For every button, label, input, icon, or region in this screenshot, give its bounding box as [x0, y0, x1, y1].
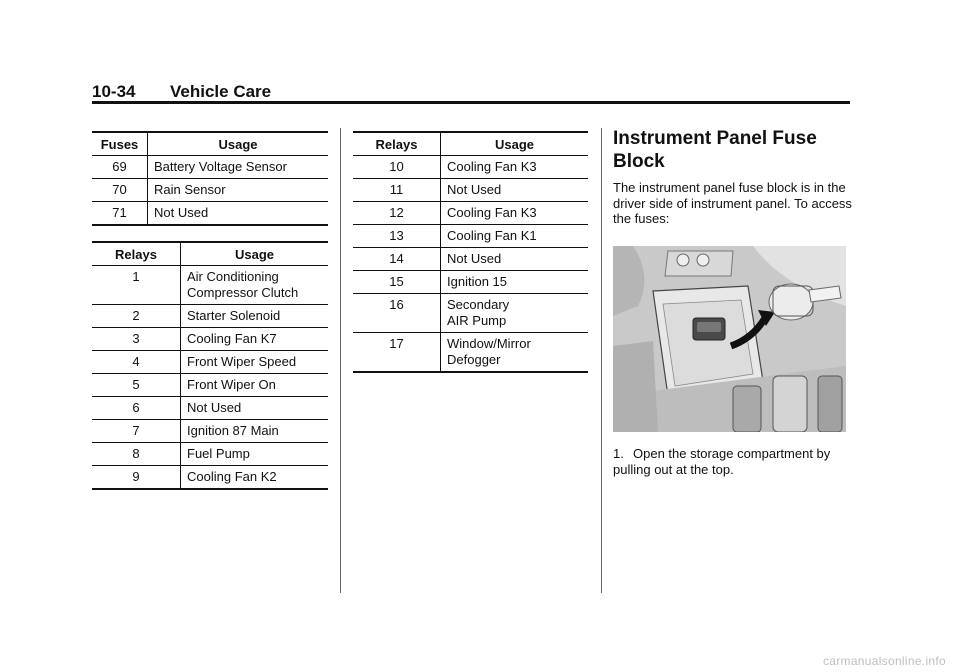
- header-rule: [92, 101, 850, 104]
- step-text: Open the storage compartment by pulling out at the top.: [613, 446, 831, 477]
- storage-compartment-illustration: [613, 246, 846, 432]
- table-row: [92, 328, 328, 351]
- relay-number: 2: [92, 305, 181, 328]
- table-row: [353, 202, 588, 225]
- fuses-table: [92, 131, 328, 226]
- table-row: [92, 466, 328, 490]
- fuse-number: 69: [92, 156, 148, 179]
- section-title: Instrument Panel Fuse Block: [613, 128, 817, 172]
- table-row: [92, 397, 328, 420]
- column-header-usage: Usage: [148, 132, 329, 156]
- relay-number: 11: [353, 179, 441, 202]
- relay-number: 14: [353, 248, 441, 271]
- relay-number: 4: [92, 351, 181, 374]
- usage-cell: Ignition 87 Main: [181, 420, 329, 443]
- table-row: [353, 179, 588, 202]
- relays-table-1: [92, 241, 328, 490]
- section-intro: The instrument panel fuse block is in the driver side of instrument panel. To access the fuses:: [613, 180, 852, 226]
- relay-number: 10: [353, 156, 441, 179]
- column-header-relays: Relays: [353, 132, 441, 156]
- usage-cell: Not Used: [441, 248, 589, 271]
- table-row: [92, 374, 328, 397]
- usage-cell: Air Conditioning Compressor Clutch: [187, 269, 299, 300]
- table-row: [92, 266, 328, 305]
- fuse-number: 71: [92, 202, 148, 226]
- table-row: [92, 156, 328, 179]
- table-row: [353, 271, 588, 294]
- table-row: [92, 179, 328, 202]
- usage-cell: Cooling Fan K3: [441, 202, 589, 225]
- relay-number: 8: [92, 443, 181, 466]
- table-row: [353, 333, 588, 373]
- usage-cell: Front Wiper On: [181, 374, 329, 397]
- relay-number: 1: [92, 266, 181, 305]
- relays-table-2: [353, 131, 588, 373]
- relay-number: 9: [92, 466, 181, 490]
- section-name: Vehicle Care: [170, 82, 272, 101]
- relay-number: 17: [353, 333, 441, 373]
- usage-cell: Battery Voltage Sensor: [154, 159, 287, 174]
- table-row: [92, 202, 328, 226]
- usage-cell: Starter Solenoid: [181, 305, 329, 328]
- usage-cell: Fuel Pump: [181, 443, 329, 466]
- fuse-number: 70: [92, 179, 148, 202]
- relay-number: 6: [92, 397, 181, 420]
- relay-number: 3: [92, 328, 181, 351]
- usage-cell: Secondary AIR Pump: [441, 294, 589, 333]
- usage-cell: Not Used: [148, 202, 329, 226]
- page-header: [92, 82, 271, 102]
- usage-cell: Front Wiper Speed: [181, 351, 329, 374]
- usage-cell: Rain Sensor: [148, 179, 329, 202]
- column-divider: [601, 128, 602, 593]
- relay-number: 12: [353, 202, 441, 225]
- column-header-usage: Usage: [181, 242, 329, 266]
- relay-number: 13: [353, 225, 441, 248]
- step-item: [613, 446, 853, 477]
- table-row: [92, 420, 328, 443]
- relay-number: 16: [353, 294, 441, 333]
- relay-number: 5: [92, 374, 181, 397]
- column-divider: [340, 128, 341, 593]
- relay-number: 15: [353, 271, 441, 294]
- usage-cell: Ignition 15: [441, 271, 589, 294]
- usage-cell: Cooling Fan K3: [447, 159, 537, 174]
- usage-cell: Cooling Fan K2: [181, 466, 329, 490]
- table-row: [92, 443, 328, 466]
- usage-cell: Cooling Fan K1: [441, 225, 589, 248]
- usage-cell: Cooling Fan K7: [181, 328, 329, 351]
- watermark: carmanualsonline.info: [822, 654, 946, 668]
- relay-number: 7: [92, 420, 181, 443]
- usage-cell: Window/Mirror Defogger: [441, 333, 589, 373]
- table-row: [92, 305, 328, 328]
- table-row: [353, 248, 588, 271]
- usage-cell: Not Used: [181, 397, 329, 420]
- step-number: 1.: [613, 446, 624, 461]
- table-row: [353, 225, 588, 248]
- page-number: 10-34: [92, 82, 136, 101]
- table-row: [92, 351, 328, 374]
- table-row: [353, 294, 588, 333]
- column-header-relays: Relays: [92, 242, 181, 266]
- usage-cell: Not Used: [441, 179, 589, 202]
- column-header-fuses: Fuses: [92, 132, 148, 156]
- column-header-usage: Usage: [441, 132, 589, 156]
- table-row: [353, 156, 588, 179]
